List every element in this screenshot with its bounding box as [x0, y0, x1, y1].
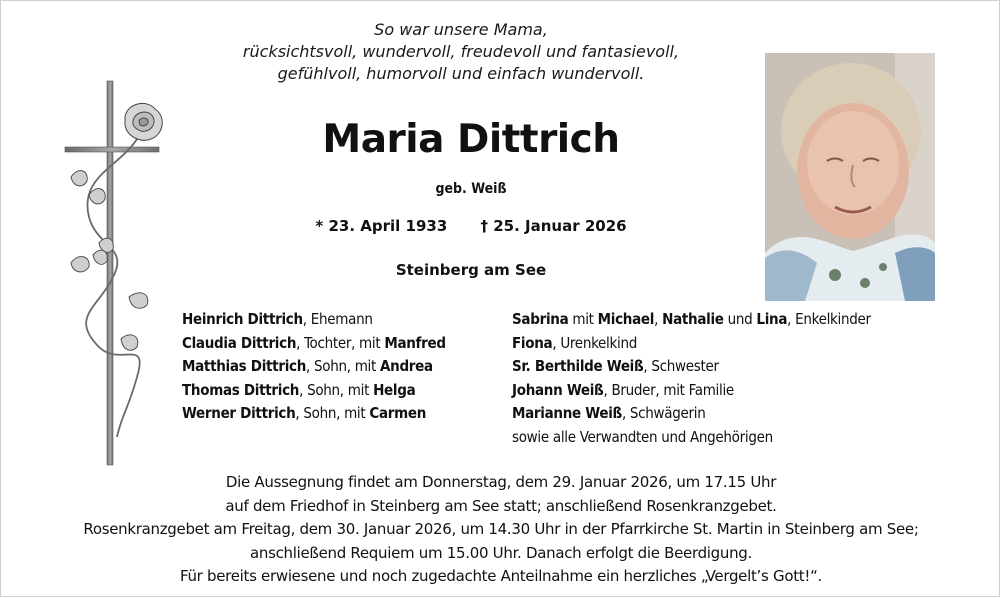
relative-name: Matthias Dittrich [182, 357, 307, 375]
partner-name: Helga [373, 380, 416, 399]
relative-name: Sr. Berthilde Weiß [512, 357, 644, 375]
connector: mit [568, 310, 598, 328]
relation: , Schwägerin [621, 404, 706, 422]
relative-name: Thomas Dittrich [182, 380, 300, 399]
connector: und [723, 310, 757, 328]
list-item: sowie alle Verwandten und Angehörigen [512, 427, 773, 446]
connector: , [654, 310, 663, 328]
death-date: † 25. Januar 2026 [480, 217, 627, 235]
relative-name: Claudia Dittrich [182, 333, 297, 352]
info-line-5: Für bereits erwiesene und noch zugedachte Anteilnahme ein herzliches „Vergelt’s Gott!“. [179, 567, 823, 585]
partner-name: Manfred [384, 333, 446, 352]
list-item [182, 402, 446, 426]
list-item [512, 379, 871, 403]
relation: , Tochter, mit [296, 333, 385, 352]
relative-name: Fiona [512, 333, 553, 352]
list-item [182, 379, 446, 403]
relation: , Ehemann [302, 310, 373, 328]
birth-name: geb. Weiß [435, 181, 507, 197]
relative-name: Heinrich Dittrich [182, 310, 303, 328]
partner-name: Carmen [369, 404, 427, 422]
life-dates [251, 217, 691, 235]
relative-name: Marianne Weiß [512, 404, 622, 422]
relation: , Bruder, mit Familie [603, 380, 734, 399]
relation: , Enkelkinder [787, 310, 871, 328]
relative-name: Sabrina [512, 310, 569, 328]
motto-line-3: gefühlvoll, humorvoll und einfach wundervoll. [277, 64, 645, 83]
partner-name: Andrea [379, 357, 433, 375]
portrait-photo [765, 53, 935, 301]
relative-name: Nathalie [662, 310, 724, 328]
relation: , Urenkelkind [552, 333, 637, 352]
info-line-3: Rosenkranzgebet am Freitag, dem 30. Januar 2026, um 14.30 Uhr in der Pfarrkirche St. Martin in Steinberg am See; [83, 520, 919, 538]
hometown: Steinberg am See [395, 261, 547, 279]
list-item [182, 355, 446, 379]
funeral-info [31, 471, 971, 589]
list-item [182, 332, 446, 356]
list-item [512, 332, 871, 356]
relation: , Sohn, mit [295, 404, 370, 422]
list-item [512, 402, 871, 426]
relation: , Sohn, mit [306, 357, 380, 375]
info-line-1: Die Aussegnung findet am Donnerstag, dem 29. Januar 2026, um 17.15 Uhr [225, 473, 777, 491]
deceased-name: Maria Dittrich [322, 117, 620, 162]
relative-name: Lina [756, 310, 788, 328]
motto-line-2: rücksichtsvoll, wundervoll, freudevoll und fantasievoll, [242, 42, 680, 61]
info-line-4: anschließend Requiem um 15.00 Uhr. Danach erfolgt die Beerdigung. [250, 543, 752, 562]
relative-name: Johann Weiß [512, 380, 604, 399]
relative-name: Werner Dittrich [182, 404, 296, 422]
motto [181, 19, 741, 85]
relation: , Sohn, mit [299, 380, 374, 399]
family-list-left [182, 308, 446, 426]
relation: , Schwester [643, 357, 719, 375]
birth-date: * 23. April 1933 [315, 217, 448, 235]
list-item [512, 355, 871, 379]
relative-name: Michael [597, 310, 655, 328]
info-line-2: auf dem Friedhof in Steinberg am See statt; anschließend Rosenkranzgebet. [225, 496, 777, 515]
family-list-right [512, 308, 871, 449]
list-item [182, 308, 446, 332]
cross-with-rose-icon [59, 77, 179, 469]
portrait-image [765, 53, 935, 301]
list-item [512, 308, 871, 332]
motto-line-1: So war unsere Mama, [374, 20, 548, 39]
